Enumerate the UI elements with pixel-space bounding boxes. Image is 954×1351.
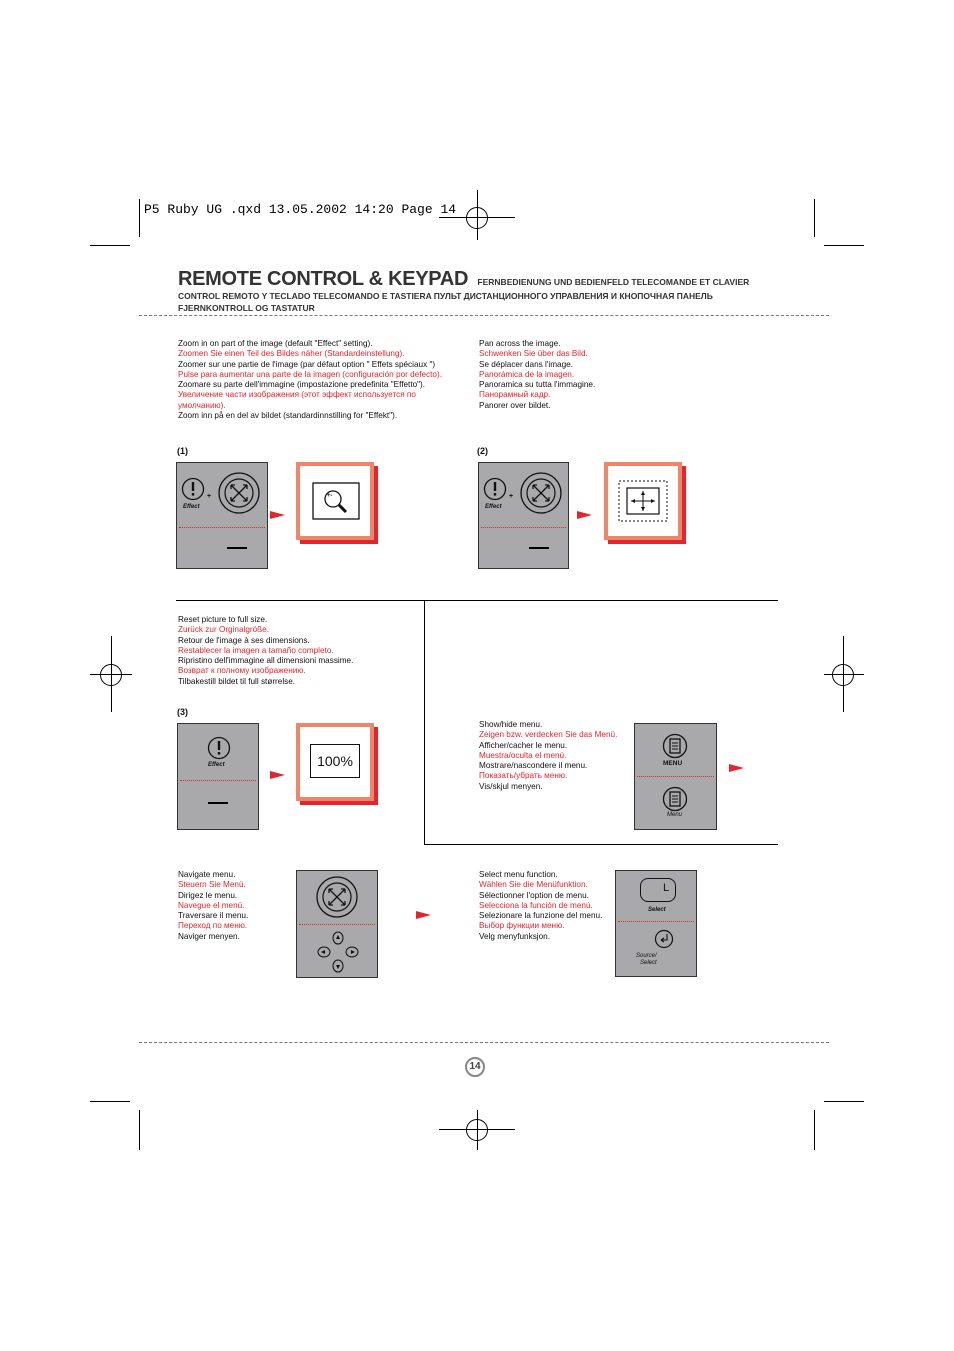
navigate-description: Navigate menu. Steuern Sie Menü. Dirigez le menu. Navegue el menú. Traversare il menu. Переход по меню. Naviger menyen. [178, 870, 249, 941]
full-size-indicator: 100% [310, 744, 360, 778]
effect-label: Effect [183, 504, 200, 510]
dash-key [208, 802, 228, 804]
navigation-joystick-icon[interactable] [519, 471, 563, 515]
result-arrow-icon [729, 764, 744, 772]
step-label-3: (3) [177, 707, 188, 717]
result-arrow-icon [416, 911, 431, 919]
keypad-panel-navigate [296, 870, 378, 978]
effect-label: Effect [208, 762, 225, 768]
zoom-symbol: +- [327, 493, 333, 499]
pan-description: Pan across the image. Schwenken Sie über das Bild. Se déplacer dans l'image. Panorámica de la imagen. Panoramica su tutta l'immagine. Панорамный кадр. Panorer over bildet. [479, 339, 596, 410]
panel-divider [299, 924, 375, 925]
crop-mark [139, 199, 140, 237]
registration-mark [111, 636, 112, 712]
navigation-joystick-icon[interactable] [315, 875, 359, 919]
select-key-glyph: L [663, 882, 670, 894]
step-label-2: (2) [477, 446, 488, 456]
subtitle-line-3: FJERNKONTROLL OG TASTATUR [178, 303, 315, 313]
select-description: Select menu function. Wählen Sie die Menüfunktion. Sélectionner l'option de menu. Selecciona la función de menú. Selezionare la funzione del menu. Выбор функции меню. Velg menyfunksjon. [479, 870, 603, 941]
select-label: Select [648, 907, 666, 913]
subtitle-line-2: CONTROL REMOTO Y TECLADO TELECOMANDO E TASTIERA ПУЛЬТ ДИСТАНЦИОННОГО УПРАВЛЕНИЯ И КНОПОЧНАЯ ПАНЕЛЬ [178, 291, 713, 301]
title-main: REMOTE CONTROL & KEYPAD [178, 268, 469, 290]
result-arrow-icon [577, 511, 592, 519]
menu-label: MENU [663, 760, 683, 767]
keypad-panel-zoom [176, 462, 268, 569]
panel-divider [481, 527, 566, 528]
panel-divider [618, 921, 694, 922]
page-title [178, 268, 749, 291]
screen-pan [604, 462, 682, 540]
section-border-bottom [424, 844, 778, 845]
magnifier-icon [312, 482, 360, 520]
registration-mark [477, 190, 478, 240]
dash-key [529, 547, 549, 549]
crop-mark [90, 245, 130, 246]
keypad-panel-menu [634, 723, 717, 830]
keypad-panel-select [615, 870, 697, 977]
menu-remote-button-icon[interactable] [662, 786, 688, 812]
registration-mark [824, 674, 864, 675]
step-label-1: (1) [177, 446, 188, 456]
crop-mark [139, 1110, 140, 1150]
section-border-top [176, 600, 778, 601]
title-subtitle: FERNBEDIENUNG UND BEDIENFELD TELECOMANDE ET CLAVIER [477, 277, 750, 287]
panel-divider [179, 527, 265, 528]
page-number: 14 [465, 1057, 485, 1077]
keypad-panel-reset [177, 723, 259, 830]
menu-description: Show/hide menu. Zeigen bzw. verdecken Sie das Menü. Afficher/cacher le menu. Muestra/oculta el menú. Mostrare/nascondere il menu. Показать/убрать меню. Vis/skjul menyen. [479, 720, 618, 791]
dpad-icon[interactable] [315, 929, 361, 975]
reset-description: Reset picture to full size. Zurück zur Orginalgröße. Retour de l'image à ses dimensions. Restablecer la imagen a tamaño completo. Ripristino dell'immagine all dimensioni massime. Возврат к полному изображению. Tilbakestill bildet til full størrelse. [178, 615, 354, 686]
dashed-divider [139, 315, 829, 316]
crop-mark [814, 199, 815, 237]
crop-mark [824, 1101, 864, 1102]
enter-button-icon[interactable] [654, 929, 674, 949]
zoom-description: Zoom in on part of the image (default "Effect" setting). Zoomen Sie einen Teil des Bildes näher (Standardeinstellung). Zoomer sur une partie de l'image (par défaut option " Effets spéciaux ") Pulse para aumentar una parte de la imagen (configuración por defecto). Zoomare su parte dell'immagine (impostazione predefinita "Effetto"). Увеличение части изображения (этот эффект используется по умолчанию). Zoom inn på en del av bildet (standardinnstilling for "Effekt"). [178, 339, 442, 421]
plus-sign: + [509, 493, 514, 500]
effect-button-icon[interactable] [181, 477, 205, 501]
pan-arrows-icon [618, 480, 668, 522]
result-arrow-icon [270, 771, 285, 779]
crop-mark [90, 1101, 130, 1102]
file-slug: P5 Ruby UG .qxd 13.05.2002 14:20 Page 14 [144, 202, 457, 217]
keypad-panel-pan [478, 462, 569, 569]
source-select-label-1: Source/ [636, 953, 657, 959]
menu-remote-label: Menu [667, 812, 683, 818]
section-border-middle [424, 600, 425, 844]
screen-zoom [296, 462, 374, 540]
source-select-label-2: Select [640, 960, 657, 966]
dash-key [227, 547, 247, 549]
crop-mark [814, 1110, 815, 1150]
panel-divider [637, 776, 714, 777]
effect-label: Effect [485, 504, 502, 510]
plus-sign: + [207, 493, 212, 500]
effect-button-icon[interactable] [483, 477, 507, 501]
crop-mark [824, 245, 864, 246]
screen-reset [296, 723, 374, 801]
menu-button-icon[interactable] [662, 733, 688, 759]
dashed-divider [139, 1042, 829, 1043]
registration-mark [477, 1110, 478, 1150]
panel-divider [180, 780, 256, 781]
effect-button-icon[interactable] [207, 736, 231, 760]
navigation-joystick-icon[interactable] [217, 471, 261, 515]
result-arrow-icon [270, 511, 285, 519]
registration-mark [843, 636, 844, 712]
select-key[interactable] [640, 878, 676, 902]
